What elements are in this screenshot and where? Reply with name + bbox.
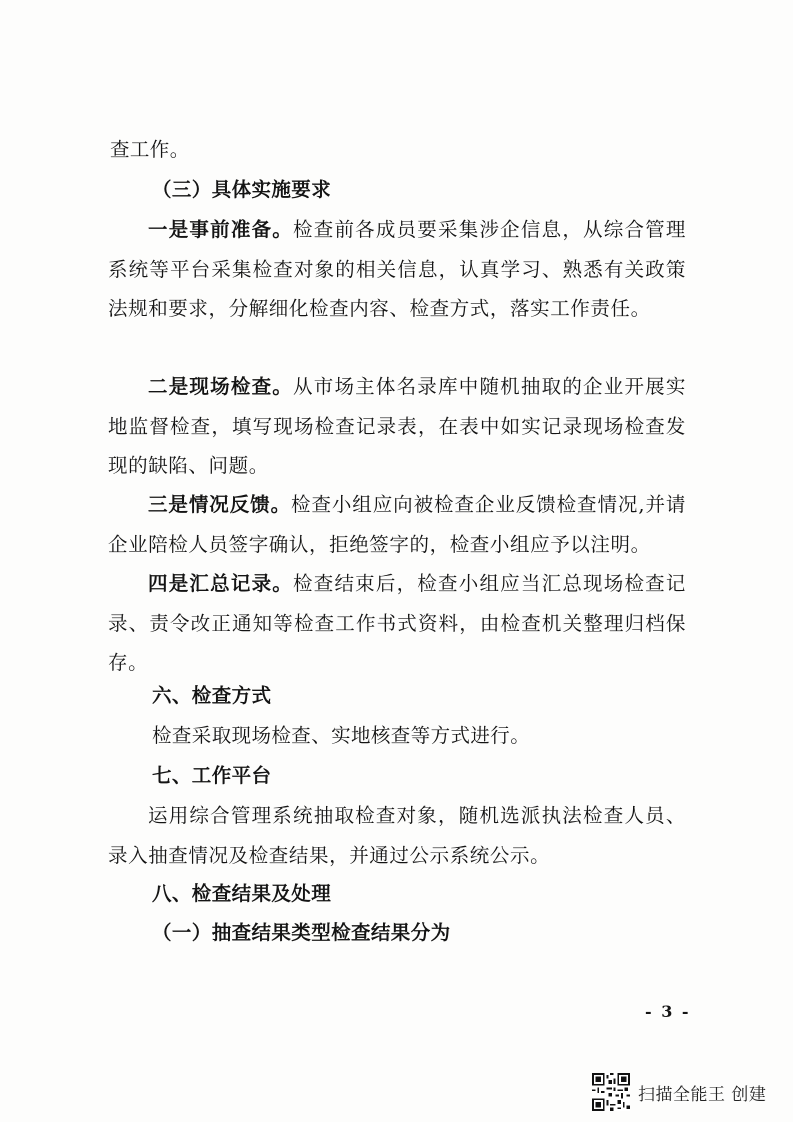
section-7-heading: 七、工作平台 xyxy=(152,764,272,787)
continuation-text: 查工作。 xyxy=(110,138,190,161)
item-4-paragraph xyxy=(108,564,686,683)
page-number: - 3 - xyxy=(645,1002,691,1021)
section-3-heading: （三）具体实施要求 xyxy=(152,178,332,201)
item-2-text: 从市场主体名录库中随机抽取的企业开展实地监督检查，填写现场检查记录表，在表中如实记录现场检查发现的缺陷、问题。 xyxy=(108,375,686,477)
watermark-text: 扫描全能王 创建 xyxy=(638,1084,767,1105)
section-8-heading: 八、检查结果及处理 xyxy=(152,882,332,905)
item-1-lead: 一是事前准备。 xyxy=(148,218,294,241)
qr-code-icon xyxy=(592,1073,630,1111)
item-1-paragraph xyxy=(108,210,686,329)
item-3-text: 检查小组应向被检查企业反馈检查情况,并请企业陪检人员签字确认，拒绝签字的，检查小组应予以注明。 xyxy=(108,493,686,556)
item-3-paragraph xyxy=(108,485,686,564)
item-3-lead: 三是情况反馈。 xyxy=(148,493,292,516)
section-6-text: 检查采取现场检查、实地核查等方式进行。 xyxy=(152,724,531,747)
scanner-watermark xyxy=(592,1069,766,1115)
section-7-paragraph: 运用综合管理系统抽取检查对象，随机选派执法检查人员、录入抽查情况及检查结果，并通过公示系统公示。 xyxy=(108,804,686,867)
item-2-paragraph xyxy=(108,367,686,486)
item-1-text: 检查前各成员要采集涉企信息，从综合管理系统等平台采集检查对象的相关信息，认真学习、熟悉有关政策法规和要求，分解细化检查内容、检查方式，落实工作责任。 xyxy=(108,218,686,320)
item-4-text: 检查结束后，检查小组应当汇总现场检查记录、责令改正通知等检查工作书式资料，由检查机关整理归档保存。 xyxy=(108,572,686,674)
item-4-lead: 四是汇总记录。 xyxy=(148,572,294,595)
section-6-heading: 六、检查方式 xyxy=(152,684,272,707)
section-8-sub-heading: （一）抽查结果类型检查结果分为 xyxy=(152,921,451,944)
item-2-lead: 二是现场检查。 xyxy=(148,375,294,398)
